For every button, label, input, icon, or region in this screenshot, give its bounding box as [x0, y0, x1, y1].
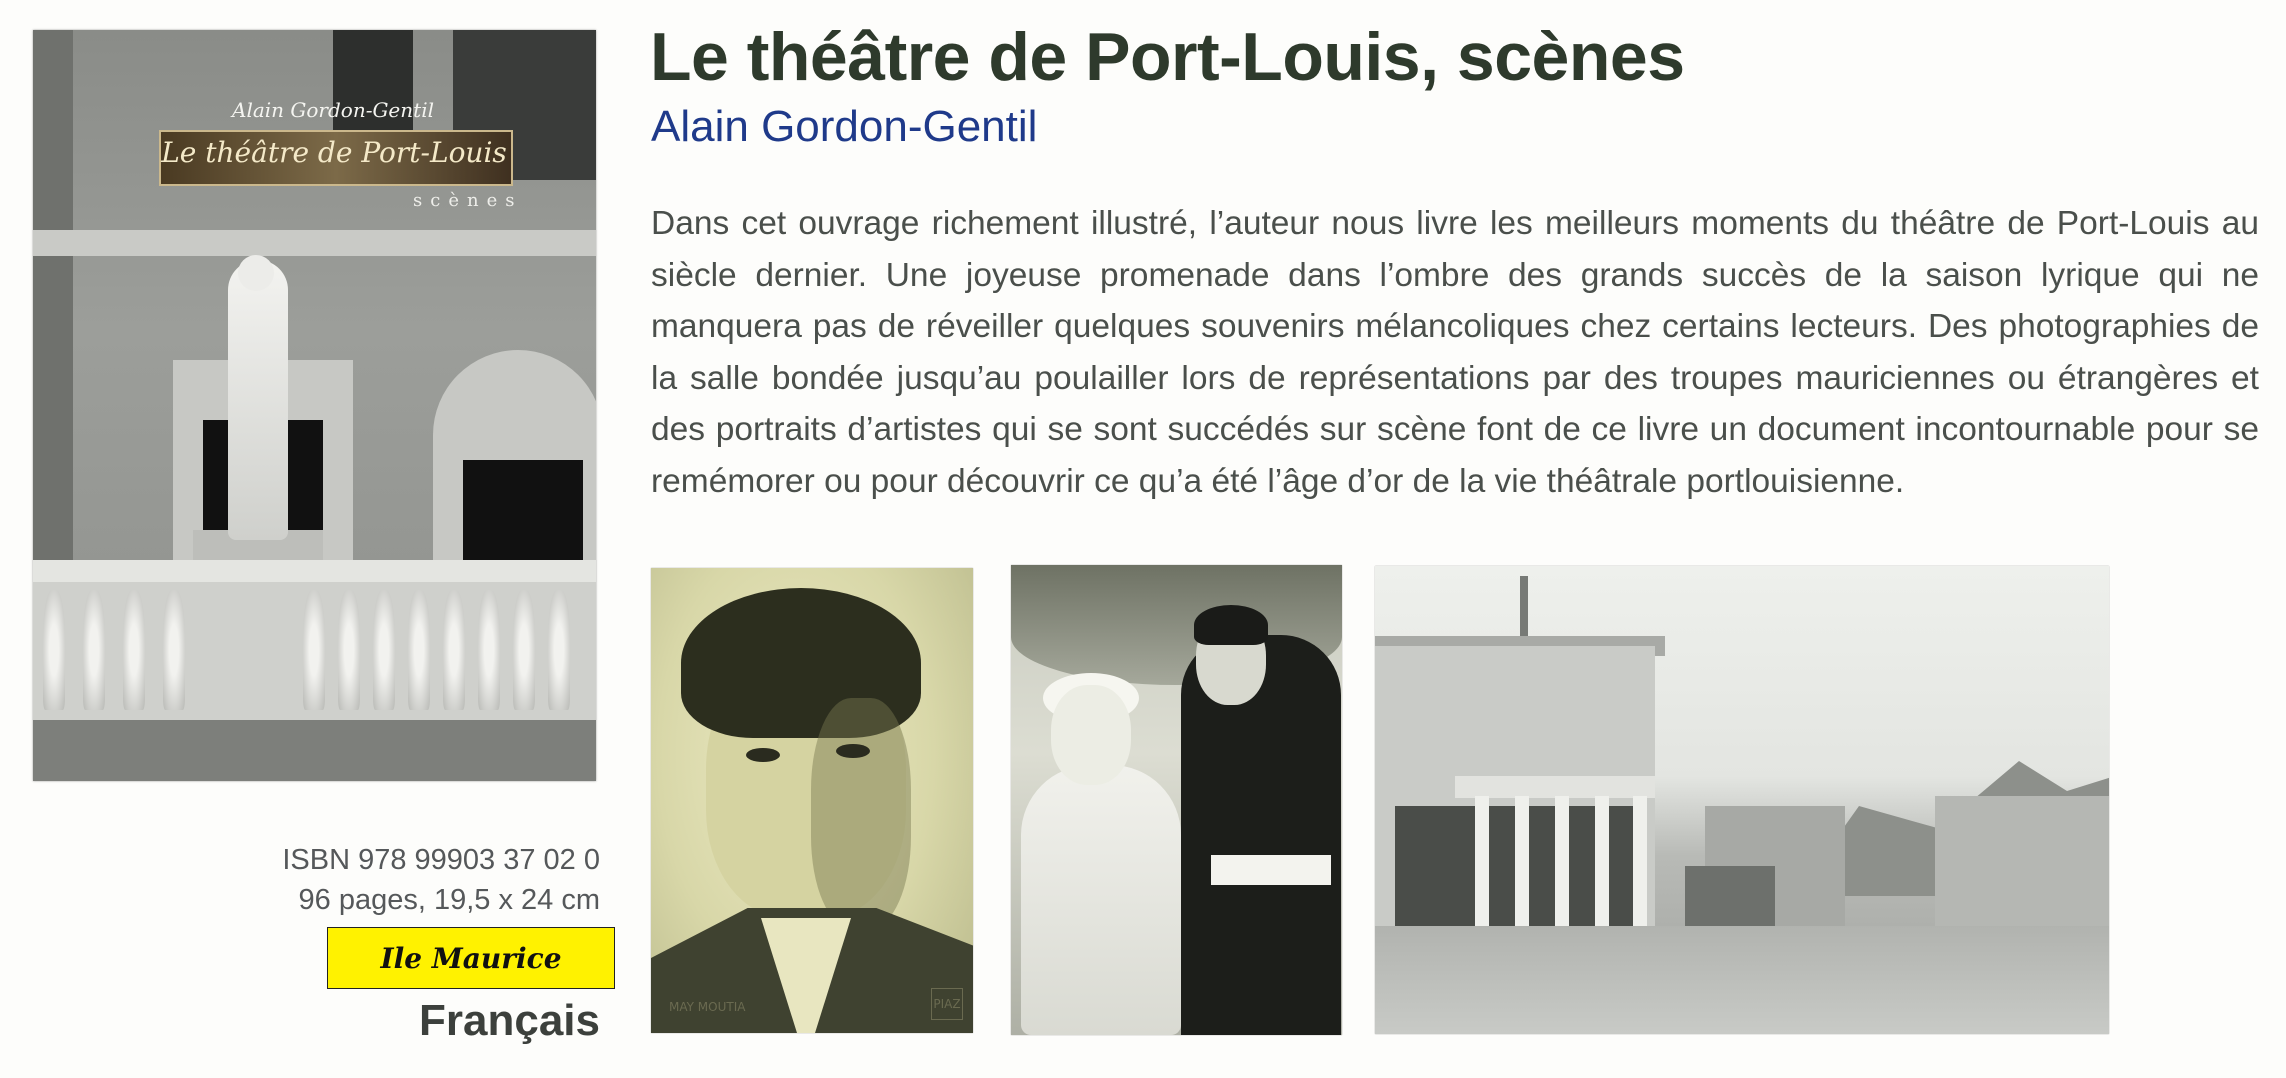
- baluster: [163, 590, 185, 710]
- portrait-eye: [836, 744, 870, 758]
- stage-couple-photo: [1011, 565, 1342, 1035]
- baluster: [373, 590, 395, 710]
- portrait-caption: MAY MOUTIA: [669, 1000, 746, 1014]
- actor-tuxedo: [1181, 635, 1341, 1035]
- actor-hair: [1194, 605, 1268, 645]
- theatre-column: [1555, 796, 1569, 936]
- balcony-base: [33, 720, 596, 781]
- baluster: [338, 590, 360, 710]
- cover-window-dark: [333, 30, 413, 140]
- statue: [228, 260, 288, 540]
- theatre-column: [1633, 796, 1647, 936]
- baluster: [303, 590, 325, 710]
- book-title: Le théâtre de Port-Louis, scènes: [650, 19, 1685, 95]
- page-count-dimensions: 96 pages, 19,5 x 24 cm: [298, 884, 600, 916]
- cover-subtitle: scènes: [413, 190, 523, 211]
- baluster: [83, 590, 105, 710]
- portrait-eye: [746, 748, 780, 762]
- isbn: ISBN 978 99903 37 02 0: [282, 844, 600, 876]
- actor-sash: [1211, 855, 1331, 885]
- actress-face: [1051, 685, 1131, 785]
- building: [1935, 796, 2109, 936]
- theatre-column: [1475, 796, 1489, 936]
- statue-head: [238, 255, 274, 291]
- baluster: [43, 590, 65, 710]
- theatre-column: [1515, 796, 1529, 936]
- cover-title: Le théâtre de Port-Louis: [161, 136, 507, 169]
- book-cover: [33, 30, 596, 781]
- cover-arched-window: [433, 350, 596, 580]
- artist-portrait-photo: [651, 568, 973, 1033]
- language-label: Français: [419, 996, 600, 1045]
- theatre-column: [1595, 796, 1609, 936]
- portrait-shadow: [811, 698, 911, 928]
- street-road: [1375, 926, 2109, 1034]
- baluster: [548, 590, 570, 710]
- baluster: [513, 590, 535, 710]
- region-badge: Ile Maurice: [327, 927, 615, 989]
- portrait-stamp: PIAZ: [931, 988, 963, 1020]
- cover-cornice: [33, 230, 596, 256]
- baluster: [408, 590, 430, 710]
- baluster: [443, 590, 465, 710]
- theatre-balcony: [1455, 776, 1655, 798]
- book-author: Alain Gordon-Gentil: [651, 102, 1038, 151]
- baluster: [478, 590, 500, 710]
- cover-author: Alain Gordon-Gentil: [232, 98, 434, 122]
- baluster: [123, 590, 145, 710]
- theatre-street-photo: [1375, 566, 2109, 1034]
- book-description: Dans cet ouvrage richement illustré, l’auteur nous livre les meilleurs moments du théâtre de Port-Louis au siècle dernier. Une joyeuse promenade dans l’ombre des grands succès de la saison lyrique qui ne manquera pas de réveiller quelques souvenirs mélancoliques chez certains lecteurs. Des photographies de la salle bondée jusqu’au poulailler lors de représentations par des troupes mauriciennes ou étrangères et des portraits d’artistes qui se sont succédés sur scène font de ce livre un document incontournable pour se remémorer ou pour découvrir ce qu’a été l’âge d’or de la vie théâtrale portlouisienne.: [651, 205, 2259, 500]
- actress-dress: [1021, 765, 1181, 1035]
- balcony-rail: [33, 560, 596, 582]
